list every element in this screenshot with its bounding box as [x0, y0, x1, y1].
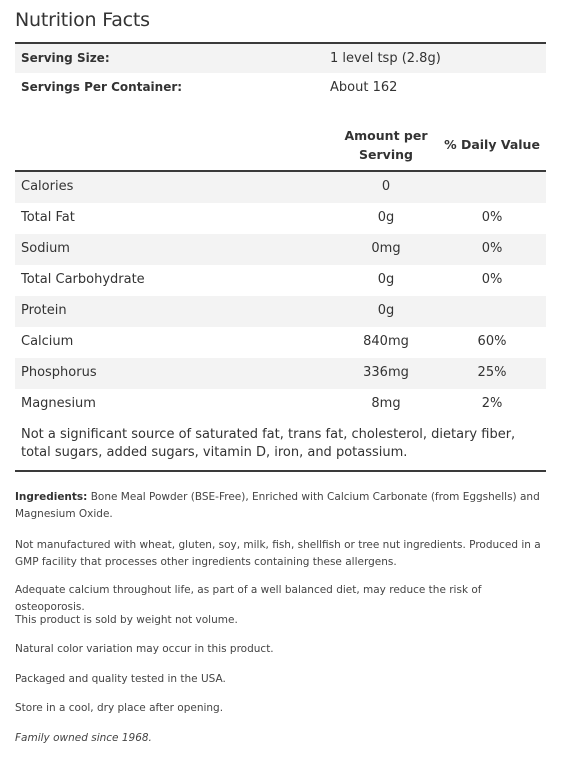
- storage-note: Store in a cool, dry place after opening.: [15, 702, 224, 714]
- nutrient-daily-value: 0%: [481, 210, 503, 225]
- nutrient-row: [15, 265, 546, 296]
- nutrient-daily-value: 60%: [477, 334, 507, 349]
- nutrient-daily-value: 25%: [477, 365, 507, 380]
- servings-per-container-label: Servings Per Container:: [21, 80, 183, 94]
- nutrient-amount: 0g: [377, 272, 395, 287]
- nutrient-amount: 840mg: [363, 334, 409, 349]
- page-title: Nutrition Facts: [15, 9, 150, 31]
- nutrient-label: Calcium: [21, 334, 74, 349]
- nutrient-label: Protein: [21, 303, 67, 318]
- amount-header-line2: Serving: [359, 147, 413, 162]
- nutrient-label: Sodium: [21, 241, 70, 256]
- serving-size-row: [15, 44, 546, 73]
- nutrient-amount: 0g: [377, 210, 395, 225]
- family-note: Family owned since 1968.: [15, 732, 152, 744]
- nutrient-row: [15, 172, 546, 203]
- calcium-claim: Adequate calcium throughout life, as part of a well balanced diet, may reduce the risk of osteoporosis.: [15, 584, 482, 613]
- nutrient-daily-value: 2%: [481, 396, 503, 411]
- servings-per-container-value: About 162: [330, 80, 398, 95]
- nutrient-amount: 0: [381, 179, 391, 194]
- tested-note: Packaged and quality tested in the USA.: [15, 673, 226, 685]
- nutrient-label: Total Fat: [21, 210, 75, 225]
- ingredients-text: [15, 489, 545, 523]
- nutrient-row: [15, 296, 546, 327]
- nutrient-label: Calories: [21, 179, 74, 194]
- serving-size-label: Serving Size:: [21, 51, 110, 65]
- nutrient-daily-value: 0%: [481, 241, 503, 256]
- nutrient-label: Total Carbohydrate: [21, 272, 145, 287]
- ingredients-list: Bone Meal Powder (BSE-Free), Enriched with Calcium Carbonate (from Eggshells) and Magnesium Oxide.: [15, 491, 540, 520]
- nutrient-row: [15, 389, 546, 420]
- table-bottom-rule: [15, 470, 546, 472]
- daily-value-header: % Daily Value: [444, 137, 540, 152]
- ingredients-label: Ingredients:: [15, 491, 88, 503]
- nutrient-row: [15, 358, 546, 389]
- nutrient-amount: 336mg: [363, 365, 409, 380]
- serving-size-value: 1 level tsp (2.8g): [330, 51, 441, 66]
- table-footnote: Not a significant source of saturated fat, trans fat, cholesterol, dietary fiber, total sugars, added sugars, vitamin D, iron, and potassium.: [21, 427, 516, 460]
- amount-per-serving-header: [330, 126, 442, 164]
- allergen-statement: Not manufactured with wheat, gluten, soy, milk, fish, shellfish or tree nut ingredients. Produced in a GMP facility that processes other ingredients containing these allergens.: [15, 539, 541, 568]
- nutrient-daily-value: 0%: [481, 272, 503, 287]
- nutrient-amount: 0g: [377, 303, 395, 318]
- weight-note: This product is sold by weight not volume.: [15, 614, 238, 626]
- nutrient-row: [15, 234, 546, 265]
- servings-per-container-row: [15, 73, 546, 102]
- amount-header-line1: Amount per: [344, 128, 428, 143]
- nutrient-row: [15, 327, 546, 358]
- color-note: Natural color variation may occur in this product.: [15, 643, 274, 655]
- nutrient-amount: 0mg: [371, 241, 401, 256]
- nutrient-amount: 8mg: [371, 396, 401, 411]
- nutrient-label: Magnesium: [21, 396, 96, 411]
- nutrient-row: [15, 203, 546, 234]
- nutrient-label: Phosphorus: [21, 365, 97, 380]
